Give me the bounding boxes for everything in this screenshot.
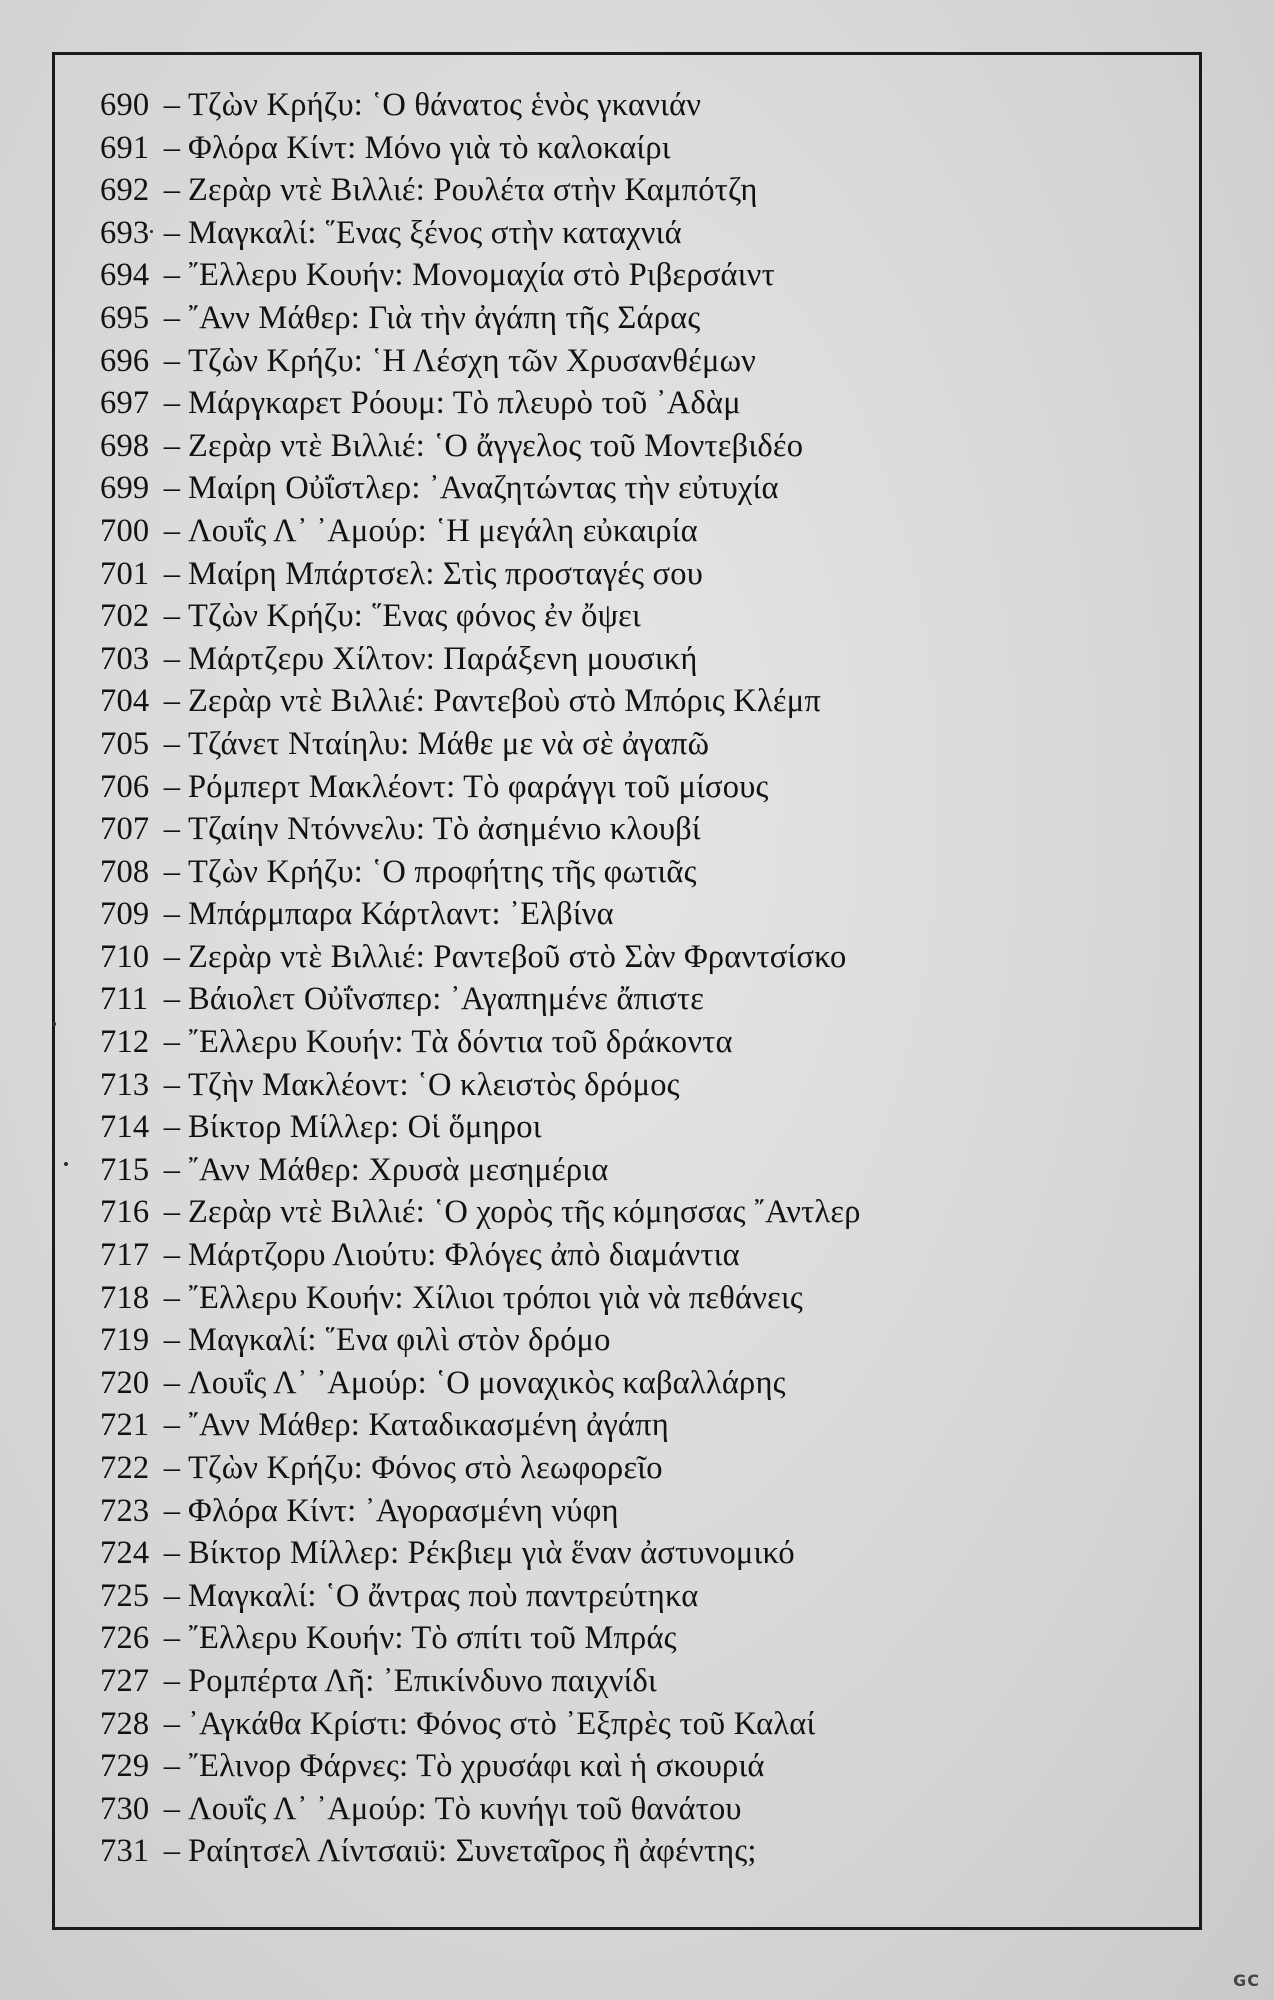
- entry-title: Οἱ ὅμηροι: [407, 1109, 542, 1146]
- entry-title: Καταδικασμένη ἀγάπη: [368, 1407, 669, 1444]
- entry-number: 720: [100, 1364, 150, 1401]
- entry-title: Τὰ δόντια τοῦ δράκοντα: [411, 1024, 733, 1061]
- list-item: 722 – Τζὼν Κρήζυ: Φόνος στὸ λεωφορεῖο: [100, 1447, 1120, 1490]
- entry-author: Βάιολετ Οὐΐνσπερ: [188, 981, 433, 1018]
- entry-author: Μπάρμπαρα Κάρτλαντ: [188, 896, 492, 933]
- entry-title: Ραντεβοῦ στὸ Σὰν Φραντσίσκο: [433, 938, 847, 975]
- list-item: 705 – Τζάνετ Νταίηλυ: Μάθε με νὰ σὲ ἀγαπῶ: [100, 723, 1120, 766]
- entry-title: ῾Ο κλειστὸς δρόμος: [417, 1066, 680, 1103]
- entry-author: Βίκτορ Μίλλερ: [188, 1535, 391, 1572]
- entry-number: 695: [100, 299, 150, 336]
- list-item: 693 – Μαγκαλί: ῞Ενας ξένος στὴν καταχνιά: [100, 212, 1120, 255]
- list-item: 718 – ῎Ελλερυ Κουήν: Χίλιοι τρόποι γιὰ νὰ πεθάνεις: [100, 1277, 1120, 1320]
- entry-number: 693: [100, 214, 150, 251]
- entry-title: Παράξενη μουσική: [443, 640, 698, 677]
- list-item: 726 – ῎Ελλερυ Κουήν: Τὸ σπίτι τοῦ Μπράς: [100, 1617, 1120, 1660]
- entry-separator: –: [163, 725, 181, 762]
- entry-separator: –: [163, 1790, 181, 1827]
- entry-title: Συνεταῖρος ἢ ἀφέντης;: [455, 1833, 757, 1870]
- entry-separator: –: [163, 87, 181, 123]
- list-item: 704 – Ζερὰρ ντὲ Βιλλιέ: Ραντεβοὺ στὸ Μπόρις Κλέμπ: [100, 680, 1120, 723]
- entry-author: Τζὼν Κρήζυ: [188, 853, 354, 890]
- entry-separator: –: [163, 1748, 181, 1785]
- entry-author: Τζαίην Ντόννελυ: [188, 811, 416, 848]
- entry-separator: –: [163, 1662, 181, 1699]
- entry-author: ῎Ελλερυ Κουήν: [188, 257, 395, 294]
- entry-author: Μαίρη Οὐΐστλερ: [188, 470, 412, 507]
- entry-separator: –: [163, 1237, 181, 1274]
- entry-author: Μάρτζορυ Λιούτυ: [188, 1237, 428, 1274]
- list-item: 721 – ῎Ανν Μάθερ: Καταδικασμένη ἀγάπη: [100, 1404, 1120, 1447]
- entry-number: 707: [100, 811, 150, 848]
- entry-number: 692: [100, 172, 150, 209]
- entry-separator: –: [163, 1024, 181, 1061]
- entry-author: Ζερὰρ ντὲ Βιλλιέ: [188, 683, 416, 720]
- entry-number: 690: [100, 87, 150, 123]
- entry-author: ῎Ελλερυ Κουήν: [188, 1279, 395, 1316]
- entry-title: Ραντεβοὺ στὸ Μπόρις Κλέμπ: [433, 683, 821, 720]
- entry-author: Λουΐς Λ᾿ ᾿Αμούρ: [188, 512, 418, 549]
- list-item: 700 – Λουΐς Λ᾿ ᾿Αμούρ: ῾Η μεγάλη εὐκαιρία: [100, 510, 1120, 553]
- entry-author: Ρομπέρτα Λῆ: [188, 1662, 366, 1699]
- entry-number: 702: [100, 598, 150, 635]
- list-item: 702 – Τζὼν Κρήζυ: ῞Ενας φόνος ἐν ὄψει: [100, 595, 1120, 638]
- entry-number: 717: [100, 1237, 150, 1274]
- entry-number: 714: [100, 1109, 150, 1146]
- entry-number: 691: [100, 129, 150, 166]
- list-item: 716 – Ζερὰρ ντὲ Βιλλιέ: ῾Ο χορὸς τῆς κόμησσας ῎Αντλερ: [100, 1191, 1120, 1234]
- entry-title: Τὸ φαράγγι τοῦ μίσους: [463, 768, 769, 805]
- list-item: 724 – Βίκτορ Μίλλερ: Ρέκβιεμ γιὰ ἕναν ἀστυνομικό: [100, 1532, 1120, 1575]
- entry-number: 713: [100, 1066, 150, 1103]
- entry-author: Ζερὰρ ντὲ Βιλλιέ: [188, 427, 416, 464]
- entry-separator: –: [163, 1407, 181, 1444]
- entry-separator: –: [163, 1151, 181, 1188]
- list-item: 717 – Μάρτζορυ Λιούτυ: Φλόγες ἀπὸ διαμάντια: [100, 1234, 1120, 1277]
- list-item: 690 – Τζὼν Κρήζυ: ῾Ο θάνατος ἑνὸς γκανιάν: [100, 84, 1120, 127]
- entry-title: Μάθε με νὰ σὲ ἀγαπῶ: [417, 725, 710, 762]
- print-speck: [64, 1162, 68, 1166]
- entry-title: Τὸ πλευρὸ τοῦ ᾿Αδὰμ: [452, 385, 741, 422]
- entry-number: 709: [100, 896, 150, 933]
- list-item: 728 – ᾿Αγκάθα Κρίστι: Φόνος στὸ ᾿Εξπρὲς τοῦ Καλαί: [100, 1703, 1120, 1746]
- entry-title: ῾Η Λέσχη τῶν Χρυσανθέμων: [371, 342, 757, 379]
- entry-title: ᾿Επικίνδυνο παιχνίδι: [382, 1662, 658, 1699]
- entry-author: Τζὼν Κρήζυ: [188, 1450, 354, 1486]
- entry-separator: –: [163, 1109, 181, 1146]
- entry-separator: –: [163, 1364, 181, 1401]
- entry-number: 712: [100, 1024, 150, 1061]
- entry-author: Ρόμπερτ Μακλέοντ: [188, 768, 447, 805]
- list-item: 708 – Τζὼν Κρήζυ: ῾Ο προφήτης τῆς φωτιᾶς: [100, 851, 1120, 894]
- entry-title: Χίλιοι τρόποι γιὰ νὰ πεθάνεις: [411, 1279, 803, 1316]
- entry-title: Φλόγες ἀπὸ διαμάντια: [444, 1237, 740, 1274]
- entry-author: Μαγκαλί: [188, 1577, 308, 1614]
- entry-number: 697: [100, 385, 150, 422]
- entry-number: 708: [100, 853, 150, 890]
- entry-author: Ραίητσελ Λίντσαιϋ: [188, 1833, 439, 1870]
- entry-author: Μαίρη Μπάρτσελ: [188, 555, 426, 592]
- entry-title: Φόνος στὸ ᾿Εξπρὲς τοῦ Καλαί: [416, 1705, 816, 1742]
- entry-title: ᾿Ελβίνα: [509, 896, 614, 933]
- list-item: 710 – Ζερὰρ ντὲ Βιλλιέ: Ραντεβοῦ στὸ Σὰν Φραντσίσκο: [100, 936, 1120, 979]
- entry-title: Γιὰ τὴν ἀγάπη τῆς Σάρας: [368, 299, 701, 336]
- list-item: 698 – Ζερὰρ ντὲ Βιλλιέ: ῾Ο ἄγγελος τοῦ Μοντεβιδέο: [100, 425, 1120, 468]
- list-item: 727 – Ρομπέρτα Λῆ: ᾿Επικίνδυνο παιχνίδι: [100, 1660, 1120, 1703]
- entry-number: 711: [100, 981, 149, 1018]
- list-item: 719 – Μαγκαλί: ῞Ενα φιλὶ στὸν δρόμο: [100, 1319, 1120, 1362]
- entry-separator: –: [163, 1620, 181, 1657]
- list-item: 720 – Λουΐς Λ᾿ ᾿Αμούρ: ῾Ο μοναχικὸς καβαλλάρης: [100, 1362, 1120, 1405]
- entry-number: 722: [100, 1450, 150, 1486]
- entry-title: Ρέκβιεμ γιὰ ἕναν ἀστυνομικό: [407, 1535, 795, 1572]
- print-speck: [52, 1022, 56, 1026]
- entry-separator: –: [163, 683, 181, 720]
- entry-separator: –: [163, 938, 181, 975]
- entry-separator: –: [163, 768, 181, 805]
- entry-number: 728: [100, 1705, 150, 1742]
- list-item: 715 – ῎Ανν Μάθερ: Χρυσὰ μεσημέρια: [100, 1149, 1120, 1192]
- entry-separator: –: [163, 214, 181, 251]
- entry-number: 729: [100, 1748, 150, 1785]
- list-item: 707 – Τζαίην Ντόννελυ: Τὸ ἀσημένιο κλουβί: [100, 808, 1120, 851]
- entry-number: 699: [100, 470, 150, 507]
- entry-author: Μαγκαλί: [188, 1322, 308, 1359]
- entry-author: Μάρτζερυ Χίλτον: [188, 640, 426, 677]
- entry-separator: –: [163, 555, 181, 592]
- entry-number: 730: [100, 1790, 150, 1827]
- entry-number: 719: [100, 1322, 150, 1359]
- list-item: 725 – Μαγκαλί: ῾Ο ἄντρας ποὺ παντρεύτηκα: [100, 1575, 1120, 1618]
- entry-author: ῎Ελλερυ Κουήν: [188, 1024, 395, 1061]
- entry-author: ᾿Αγκάθα Κρίστι: [188, 1705, 399, 1742]
- entry-number: 703: [100, 640, 150, 677]
- watermark: GC: [1233, 1971, 1260, 1990]
- entry-separator: –: [163, 1492, 181, 1529]
- entry-separator: –: [163, 1833, 181, 1870]
- entry-number: 716: [100, 1194, 150, 1231]
- entry-title: Χρυσὰ μεσημέρια: [368, 1151, 609, 1188]
- entry-number: 721: [100, 1407, 150, 1444]
- entry-number: 727: [100, 1662, 150, 1699]
- list-item: 701 – Μαίρη Μπάρτσελ: Στὶς προσταγές σου: [100, 553, 1120, 596]
- entry-title: ῞Ενας ξένος στὴν καταχνιά: [324, 214, 682, 251]
- entry-author: Φλόρα Κίντ: [188, 129, 348, 166]
- entry-separator: –: [163, 811, 181, 848]
- entry-title: ῾Ο θάνατος ἑνὸς γκανιάν: [371, 87, 702, 123]
- entry-title: ῾Ο χορὸς τῆς κόμησσας ῎Αντλερ: [433, 1194, 861, 1231]
- entry-separator: –: [163, 427, 181, 464]
- entry-number: 694: [100, 257, 150, 294]
- entry-separator: –: [163, 129, 181, 166]
- entry-separator: –: [163, 342, 181, 379]
- entry-number: 724: [100, 1535, 150, 1572]
- entry-separator: –: [163, 1066, 181, 1103]
- entry-author: Τζὼν Κρήζυ: [188, 598, 354, 635]
- list-item: 729 – ῎Ελινορ Φάρνες: Τὸ χρυσάφι καὶ ἡ σκουριά: [100, 1745, 1120, 1788]
- entry-number: 726: [100, 1620, 150, 1657]
- entry-separator: –: [163, 1322, 181, 1359]
- book-list: [100, 84, 1120, 1873]
- entry-separator: –: [163, 1279, 181, 1316]
- entry-title: ᾿Αγορασμένη νύφη: [364, 1492, 619, 1529]
- entry-number: 696: [100, 342, 150, 379]
- entry-number: 704: [100, 683, 150, 720]
- entry-author: ῎Ελινορ Φάρνες: [188, 1748, 400, 1785]
- entry-author: ῎Ανν Μάθερ: [188, 1151, 351, 1188]
- entry-number: 723: [100, 1492, 150, 1529]
- entry-number: 700: [100, 512, 150, 549]
- entry-author: ῎Ανν Μάθερ: [188, 1407, 351, 1444]
- entry-number: 731: [100, 1833, 150, 1870]
- entry-separator: –: [163, 385, 181, 422]
- entry-author: Λουΐς Λ᾿ ᾿Αμούρ: [188, 1790, 418, 1827]
- entry-title: Τὸ κυνήγι τοῦ θανάτου: [434, 1790, 742, 1827]
- entry-number: 725: [100, 1577, 150, 1614]
- entry-number: 698: [100, 427, 150, 464]
- entry-separator: –: [163, 640, 181, 677]
- entry-title: ῾Η μεγάλη εὐκαιρία: [435, 512, 698, 549]
- entry-author: Φλόρα Κίντ: [188, 1492, 348, 1529]
- print-speck: [150, 230, 153, 233]
- list-item: 695 – ῎Ανν Μάθερ: Γιὰ τὴν ἀγάπη τῆς Σάρας: [100, 297, 1120, 340]
- entry-separator: –: [163, 1577, 181, 1614]
- entry-separator: –: [163, 512, 181, 549]
- entry-author: Ζερὰρ ντὲ Βιλλιέ: [188, 172, 416, 209]
- entry-title: ῾Ο ἄγγελος τοῦ Μοντεβιδέο: [433, 427, 804, 464]
- entry-separator: –: [163, 470, 181, 507]
- entry-separator: –: [163, 1194, 181, 1231]
- entry-separator: –: [163, 981, 181, 1018]
- entry-author: Λουΐς Λ᾿ ᾿Αμούρ: [188, 1364, 418, 1401]
- entry-title: Ρουλέτα στὴν Καμπότζη: [433, 172, 758, 209]
- entry-title: Στὶς προσταγές σου: [442, 555, 703, 592]
- entry-number: 715: [100, 1151, 150, 1188]
- entry-separator: –: [163, 299, 181, 336]
- entry-separator: –: [163, 257, 181, 294]
- entry-title: ᾿Αναζητώντας τὴν εὐτυχία: [428, 470, 779, 507]
- entry-number: 701: [100, 555, 150, 592]
- entry-author: Τζάνετ Νταίηλυ: [188, 725, 401, 762]
- entry-title: Φόνος στὸ λεωφορεῖο: [371, 1450, 663, 1486]
- entry-title: ᾿Αγαπημένε ἄπιστε: [449, 981, 705, 1018]
- list-item: 731 – Ραίητσελ Λίντσαιϋ: Συνεταῖρος ἢ ἀφέντης;: [100, 1830, 1120, 1873]
- list-item: 706 – Ρόμπερτ Μακλέοντ: Τὸ φαράγγι τοῦ μίσους: [100, 766, 1120, 809]
- entry-title: Τὸ ἀσημένιο κλουβί: [432, 811, 701, 848]
- list-item: 730 – Λουΐς Λ᾿ ᾿Αμούρ: Τὸ κυνήγι τοῦ θανάτου: [100, 1788, 1120, 1831]
- entry-author: ῎Ανν Μάθερ: [188, 299, 351, 336]
- entry-author: Μάργκαρετ Ρόουμ: [188, 385, 436, 422]
- list-item: 703 – Μάρτζερυ Χίλτον: Παράξενη μουσική: [100, 638, 1120, 681]
- list-item: 694 – ῎Ελλερυ Κουήν: Μονομαχία στὸ Ριβερσάιντ: [100, 254, 1120, 297]
- entry-title: ῾Ο προφήτης τῆς φωτιᾶς: [371, 853, 697, 890]
- list-item: 709 – Μπάρμπαρα Κάρτλαντ: ᾿Ελβίνα: [100, 893, 1120, 936]
- entry-title: ῞Ενας φόνος ἐν ὄψει: [371, 598, 641, 635]
- list-item: 723 – Φλόρα Κίντ: ᾿Αγορασμένη νύφη: [100, 1490, 1120, 1533]
- entry-author: Τζὼν Κρήζυ: [188, 342, 354, 379]
- list-item: 713 – Τζὴν Μακλέοντ: ῾Ο κλειστὸς δρόμος: [100, 1064, 1120, 1107]
- entry-author: Τζὴν Μακλέοντ: [188, 1066, 400, 1103]
- list-item: 712 – ῎Ελλερυ Κουήν: Τὰ δόντια τοῦ δράκοντα: [100, 1021, 1120, 1064]
- list-item: 711 – Βάιολετ Οὐΐνσπερ: ᾿Αγαπημένε ἄπιστε: [100, 978, 1120, 1021]
- entry-author: Ζερὰρ ντὲ Βιλλιέ: [188, 1194, 416, 1231]
- entry-number: 706: [100, 768, 150, 805]
- entry-author: ῎Ελλερυ Κουήν: [188, 1620, 395, 1657]
- entry-number: 705: [100, 725, 150, 762]
- entry-separator: –: [163, 1450, 181, 1486]
- list-item: 692 – Ζερὰρ ντὲ Βιλλιέ: Ρουλέτα στὴν Καμπότζη: [100, 169, 1120, 212]
- entry-separator: –: [163, 172, 181, 209]
- entry-author: Τζὼν Κρήζυ: [188, 87, 354, 123]
- entry-number: 718: [100, 1279, 150, 1316]
- entry-separator: –: [163, 896, 181, 933]
- entry-author: Βίκτορ Μίλλερ: [188, 1109, 391, 1146]
- list-item: 697 – Μάργκαρετ Ρόουμ: Τὸ πλευρὸ τοῦ ᾿Αδὰμ: [100, 382, 1120, 425]
- entry-title: ῾Ο μοναχικὸς καβαλλάρης: [435, 1364, 786, 1401]
- entry-title: Τὸ σπίτι τοῦ Μπράς: [411, 1620, 677, 1657]
- list-item: 691 – Φλόρα Κίντ: Μόνο γιὰ τὸ καλοκαίρι: [100, 127, 1120, 170]
- entry-author: Μαγκαλί: [188, 214, 308, 251]
- entry-separator: –: [163, 1705, 181, 1742]
- entry-author: Ζερὰρ ντὲ Βιλλιέ: [188, 938, 416, 975]
- list-item: 714 – Βίκτορ Μίλλερ: Οἱ ὅμηροι: [100, 1106, 1120, 1149]
- entry-title: Μονομαχία στὸ Ριβερσάιντ: [411, 257, 775, 294]
- entry-title: Τὸ χρυσάφι καὶ ἡ σκουριά: [416, 1748, 765, 1785]
- entry-separator: –: [163, 853, 181, 890]
- list-item: 699 – Μαίρη Οὐΐστλερ: ᾿Αναζητώντας τὴν εὐτυχία: [100, 467, 1120, 510]
- entry-title: Μόνο γιὰ τὸ καλοκαίρι: [364, 129, 671, 166]
- entry-title: ῞Ενα φιλὶ στὸν δρόμο: [324, 1322, 611, 1359]
- entry-separator: –: [163, 1535, 181, 1572]
- entry-number: 710: [100, 938, 150, 975]
- entry-separator: –: [163, 598, 181, 635]
- list-item: 696 – Τζὼν Κρήζυ: ῾Η Λέσχη τῶν Χρυσανθέμων: [100, 340, 1120, 383]
- entry-title: ῾Ο ἄντρας ποὺ παντρεύτηκα: [324, 1577, 699, 1614]
